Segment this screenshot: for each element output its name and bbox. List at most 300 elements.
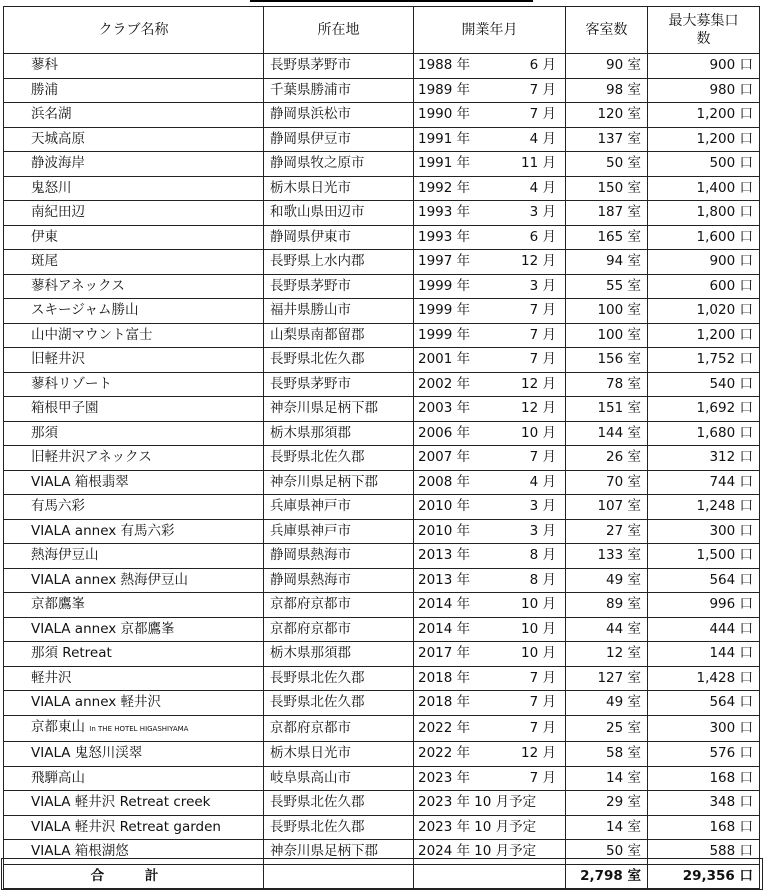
rooms-cell: 98 室 [566,78,648,103]
header-opened: 開業年月 [414,7,566,54]
location-cell: 静岡県熱海市 [264,544,414,569]
opened-year: 2007 年 [418,449,471,465]
units-cell: 900 口 [648,250,760,275]
club-name-note: In THE HOTEL HIGASHIYAMA [89,724,189,733]
units-cell: 744 口 [648,470,760,495]
club-name: 南紀田辺 [31,204,85,220]
club-name-cell [4,617,264,642]
units-cell: 144 口 [648,642,760,667]
rooms-cell: 70 室 [566,470,648,495]
total-rooms: 2,798 室 [566,864,648,889]
opened-cell [414,617,566,642]
table-row [4,568,760,593]
table-row [4,250,760,275]
opened-year: 2014 年 [418,620,471,637]
units-cell: 1,752 口 [648,348,760,373]
rooms-cell: 107 室 [566,495,648,520]
table-row [4,791,760,816]
location-cell: 長野県北佐久郡 [264,348,414,373]
club-name-cell [4,470,264,495]
table-row [4,840,760,865]
opened-year: 1993 年 [418,228,471,245]
opened-cell [414,519,566,544]
total-row [4,864,760,889]
club-name-cell [4,791,264,816]
units-cell: 1,200 口 [648,103,760,128]
opened-year: 1991 年 [418,155,471,171]
club-name-cell [4,593,264,618]
opened-cell [414,840,566,865]
opened-year: 1991 年 [418,130,471,147]
units-cell: 1,020 口 [648,299,760,324]
opened-planned: 10 月予定 [474,843,537,859]
club-name-cell [4,54,264,79]
units-cell: 564 口 [648,691,760,716]
units-cell: 1,500 口 [648,544,760,569]
opened-cell [414,642,566,667]
rooms-cell: 100 室 [566,299,648,324]
club-name: VIALA 軽井沢 Retreat garden [31,818,221,835]
location-cell: 山梨県南都留郡 [264,323,414,348]
opened-year: 2023 年 [418,794,471,810]
location-cell: 長野県茅野市 [264,54,414,79]
opened-month: 7 月 [529,694,556,710]
opened-cell [414,103,566,128]
total-units: 29,356 口 [648,864,760,889]
location-cell: 静岡県伊豆市 [264,127,414,152]
rooms-cell: 90 室 [566,54,648,79]
location-cell: 神奈川県足柄下郡 [264,840,414,865]
opened-cell [414,274,566,299]
opened-year: 1999 年 [418,326,471,343]
units-cell: 300 口 [648,519,760,544]
units-cell: 900 口 [648,54,760,79]
opened-year: 2008 年 [418,473,471,490]
opened-planned: 10 月予定 [474,818,537,835]
rooms-cell: 49 室 [566,691,648,716]
club-name: VIALA 箱根湖悠 [31,843,129,859]
opened-year: 2024 年 [418,843,471,859]
units-cell: 500 口 [648,152,760,177]
club-table [3,6,760,889]
units-cell: 1,200 口 [648,127,760,152]
rooms-cell: 94 室 [566,250,648,275]
opened-year: 1993 年 [418,204,471,220]
opened-month: 7 月 [529,351,556,367]
opened-cell [414,666,566,691]
table-row [4,691,760,716]
club-name-cell [4,766,264,791]
units-cell: 1,400 口 [648,176,760,201]
club-name-cell [4,372,264,397]
opened-month: 6 月 [529,57,556,73]
opened-cell [414,791,566,816]
location-cell: 京都府京都市 [264,715,414,742]
opened-cell [414,397,566,422]
opened-month: 12 月 [521,375,556,392]
opened-month: 12 月 [521,400,556,416]
club-name: スキージャム勝山 [31,302,139,318]
table-row [4,274,760,299]
opened-year: 1989 年 [418,81,471,98]
club-name: 静波海岸 [31,155,85,171]
opened-year: 1988 年 [418,57,471,73]
location-cell: 静岡県牧之原市 [264,152,414,177]
club-name-cell [4,815,264,840]
club-name: 伊東 [31,228,58,245]
location-cell: 長野県北佐久郡 [264,691,414,716]
rooms-cell: 44 室 [566,617,648,642]
club-name: VIALA annex 熱海伊豆山 [31,571,189,588]
club-name-cell [4,446,264,471]
location-cell: 栃木県那須郡 [264,421,414,446]
opened-year: 2018 年 [418,669,471,686]
header-units-line1: 最大募集口 [668,13,739,29]
opened-year: 2010 年 [418,522,471,539]
opened-cell [414,225,566,250]
club-name: VIALA annex 軽井沢 [31,694,162,710]
opened-year: 2022 年 [418,719,471,736]
table-row [4,617,760,642]
table-row [4,201,760,226]
units-cell: 1,200 口 [648,323,760,348]
opened-month: 10 月 [521,645,556,661]
table-row [4,127,760,152]
club-name: 有馬六彩 [31,498,85,514]
opened-cell [414,766,566,791]
opened-cell [414,78,566,103]
table-row [4,593,760,618]
location-cell: 千葉県勝浦市 [264,78,414,103]
table-row [4,742,760,767]
units-cell: 588 口 [648,840,760,865]
club-name: 蓼科 [31,57,58,73]
opened-year: 2018 年 [418,694,471,710]
units-cell: 348 口 [648,791,760,816]
table-row [4,372,760,397]
location-cell: 岐阜県高山市 [264,766,414,791]
rooms-cell: 55 室 [566,274,648,299]
table-row [4,642,760,667]
units-cell: 980 口 [648,78,760,103]
units-cell: 168 口 [648,815,760,840]
opened-year: 1992 年 [418,179,471,196]
club-name: 京都鷹峯 [31,596,85,612]
club-name-cell [4,495,264,520]
table-row [4,323,760,348]
opened-cell [414,495,566,520]
table-row [4,766,760,791]
opened-year: 2022 年 [418,745,471,761]
table-row [4,152,760,177]
table-row [4,495,760,520]
opened-month: 7 月 [529,449,556,465]
club-name-cell [4,642,264,667]
units-cell: 1,248 口 [648,495,760,520]
club-name-cell [4,201,264,226]
club-name: 蓼科アネックス [31,277,125,294]
opened-cell [414,299,566,324]
opened-year: 1999 年 [418,277,471,294]
table-row [4,815,760,840]
rooms-cell: 25 室 [566,715,648,742]
opened-month: 7 月 [529,106,556,122]
rooms-cell: 12 室 [566,642,648,667]
location-cell: 長野県茅野市 [264,274,414,299]
rooms-cell: 50 室 [566,840,648,865]
table-row [4,397,760,422]
club-name-cell [4,715,264,742]
location-cell: 長野県北佐久郡 [264,815,414,840]
table-row [4,54,760,79]
club-name-cell [4,127,264,152]
location-cell: 長野県北佐久郡 [264,666,414,691]
club-name: 那須 Retreat [31,645,112,661]
units-cell: 168 口 [648,766,760,791]
table-row [4,519,760,544]
rooms-cell: 151 室 [566,397,648,422]
rooms-cell: 26 室 [566,446,648,471]
club-name: 浜名湖 [31,106,72,122]
table-row [4,544,760,569]
table-row [4,299,760,324]
club-name: 那須 [31,424,58,441]
rooms-cell: 144 室 [566,421,648,446]
table-body [4,7,760,889]
opened-cell [414,593,566,618]
opened-cell [414,323,566,348]
club-name: VIALA 鬼怒川渓翠 [31,745,143,761]
club-name: 箱根甲子園 [31,400,99,416]
opened-cell [414,201,566,226]
opened-year: 2002 年 [418,375,471,392]
table-row [4,78,760,103]
opened-year: 2017 年 [418,645,471,661]
rooms-cell: 165 室 [566,225,648,250]
club-name-cell [4,397,264,422]
club-name-cell [4,519,264,544]
location-cell: 静岡県伊東市 [264,225,414,250]
opened-month: 11 月 [521,155,556,171]
table-row [4,446,760,471]
opened-year: 1999 年 [418,302,471,318]
club-name: VIALA 軽井沢 Retreat creek [31,794,211,810]
location-cell: 静岡県浜松市 [264,103,414,128]
units-cell: 1,800 口 [648,201,760,226]
opened-month: 7 月 [529,81,556,98]
club-name-cell [4,78,264,103]
club-name-cell [4,323,264,348]
units-cell: 1,600 口 [648,225,760,250]
units-cell: 600 口 [648,274,760,299]
location-cell: 静岡県熱海市 [264,568,414,593]
club-name-cell [4,274,264,299]
club-name-cell [4,299,264,324]
opened-month: 3 月 [529,498,556,514]
opened-cell [414,152,566,177]
opened-month: 10 月 [521,424,556,441]
opened-year: 1990 年 [418,106,471,122]
location-cell: 兵庫県神戸市 [264,495,414,520]
rooms-cell: 29 室 [566,791,648,816]
location-cell: 兵庫県神戸市 [264,519,414,544]
units-cell: 576 口 [648,742,760,767]
opened-cell [414,446,566,471]
club-name: VIALA annex 京都鷹峯 [31,620,175,637]
table-row [4,103,760,128]
club-name: 蓼科リゾート [31,375,112,392]
rooms-cell: 78 室 [566,372,648,397]
header-rooms: 客室数 [566,7,648,54]
opened-cell [414,250,566,275]
rooms-cell: 100 室 [566,323,648,348]
rooms-cell: 120 室 [566,103,648,128]
opened-cell [414,691,566,716]
rooms-cell: 89 室 [566,593,648,618]
opened-year: 2013 年 [418,547,471,563]
club-name: 旧軽井沢 [31,351,85,367]
club-name-cell [4,568,264,593]
opened-year: 2001 年 [418,351,471,367]
opened-cell [414,54,566,79]
club-name: 飛騨高山 [31,769,85,786]
club-name: VIALA annex 有馬六彩 [31,522,175,539]
opened-planned: 10 月予定 [474,794,537,810]
location-cell: 神奈川県足柄下郡 [264,470,414,495]
opened-month: 4 月 [529,130,556,147]
club-name-cell [4,176,264,201]
club-name-cell [4,250,264,275]
opened-year: 1997 年 [418,253,471,269]
club-name-cell [4,421,264,446]
opened-cell [414,372,566,397]
rooms-cell: 137 室 [566,127,648,152]
table-row [4,470,760,495]
opened-cell [414,568,566,593]
opened-month: 7 月 [529,669,556,686]
opened-year: 2013 年 [418,571,471,588]
opened-year: 2003 年 [418,400,471,416]
club-name: 鬼怒川 [31,179,72,196]
table-row [4,225,760,250]
club-name: 熱海伊豆山 [31,547,99,563]
rooms-cell: 27 室 [566,519,648,544]
opened-year: 2023 年 [418,818,471,835]
units-cell: 1,680 口 [648,421,760,446]
location-cell: 長野県北佐久郡 [264,791,414,816]
units-cell: 1,692 口 [648,397,760,422]
club-name: 天城高原 [31,130,85,147]
location-cell: 京都府京都市 [264,617,414,642]
units-cell: 996 口 [648,593,760,618]
rooms-cell: 127 室 [566,666,648,691]
location-cell: 栃木県那須郡 [264,642,414,667]
club-name-cell [4,666,264,691]
opened-month: 7 月 [529,326,556,343]
units-cell: 564 口 [648,568,760,593]
location-cell: 福井県勝山市 [264,299,414,324]
location-cell: 長野県北佐久郡 [264,446,414,471]
total-label: 合 計 [4,864,264,889]
opened-cell [414,715,566,742]
opened-cell [414,544,566,569]
opened-year: 2023 年 [418,769,471,786]
opened-cell [414,176,566,201]
rooms-cell: 187 室 [566,201,648,226]
table-row [4,176,760,201]
location-cell: 栃木県日光市 [264,176,414,201]
location-cell: 和歌山県田辺市 [264,201,414,226]
rooms-cell: 156 室 [566,348,648,373]
club-name-cell [4,840,264,865]
top-rule [250,0,533,2]
header-name: クラブ名称 [4,7,264,54]
location-cell: 神奈川県足柄下郡 [264,397,414,422]
club-name-cell [4,691,264,716]
club-name: 旧軽井沢アネックス [31,449,152,465]
location-cell: 長野県上水内郡 [264,250,414,275]
header-row [4,7,760,54]
club-name: 斑尾 [31,253,58,269]
opened-month: 7 月 [529,769,556,786]
location-cell: 長野県茅野市 [264,372,414,397]
header-units-line2: 数 [696,31,711,47]
club-name-cell [4,225,264,250]
opened-month: 7 月 [529,719,556,736]
rooms-cell: 50 室 [566,152,648,177]
units-cell: 300 口 [648,715,760,742]
opened-cell [414,421,566,446]
units-cell: 312 口 [648,446,760,471]
club-name-cell [4,103,264,128]
club-name: 山中湖マウント富士 [31,326,153,343]
rooms-cell: 58 室 [566,742,648,767]
opened-month: 4 月 [529,473,556,490]
total-empty-location [264,864,414,889]
opened-month: 8 月 [529,547,556,563]
opened-cell [414,742,566,767]
opened-month: 8 月 [529,571,556,588]
table-row [4,666,760,691]
opened-cell [414,470,566,495]
units-cell: 1,428 口 [648,666,760,691]
opened-month: 10 月 [521,596,556,612]
header-units [648,7,760,54]
location-cell: 栃木県日光市 [264,742,414,767]
rooms-cell: 49 室 [566,568,648,593]
club-name-cell [4,742,264,767]
location-cell: 京都府京都市 [264,593,414,618]
opened-month: 3 月 [529,204,556,220]
header-location: 所在地 [264,7,414,54]
opened-month: 6 月 [529,228,556,245]
opened-cell [414,348,566,373]
opened-month: 7 月 [529,302,556,318]
club-name: VIALA 箱根翡翠 [31,473,129,490]
club-name: 軽井沢 [31,669,72,686]
opened-month: 12 月 [521,745,556,761]
opened-year: 2010 年 [418,498,471,514]
club-name: 勝浦 [31,81,58,98]
total-empty-opened [414,864,566,889]
opened-month: 10 月 [521,620,556,637]
rooms-cell: 14 室 [566,815,648,840]
opened-cell [414,127,566,152]
units-cell: 444 口 [648,617,760,642]
rooms-cell: 133 室 [566,544,648,569]
table-row [4,421,760,446]
club-name: 京都東山 [31,718,85,735]
